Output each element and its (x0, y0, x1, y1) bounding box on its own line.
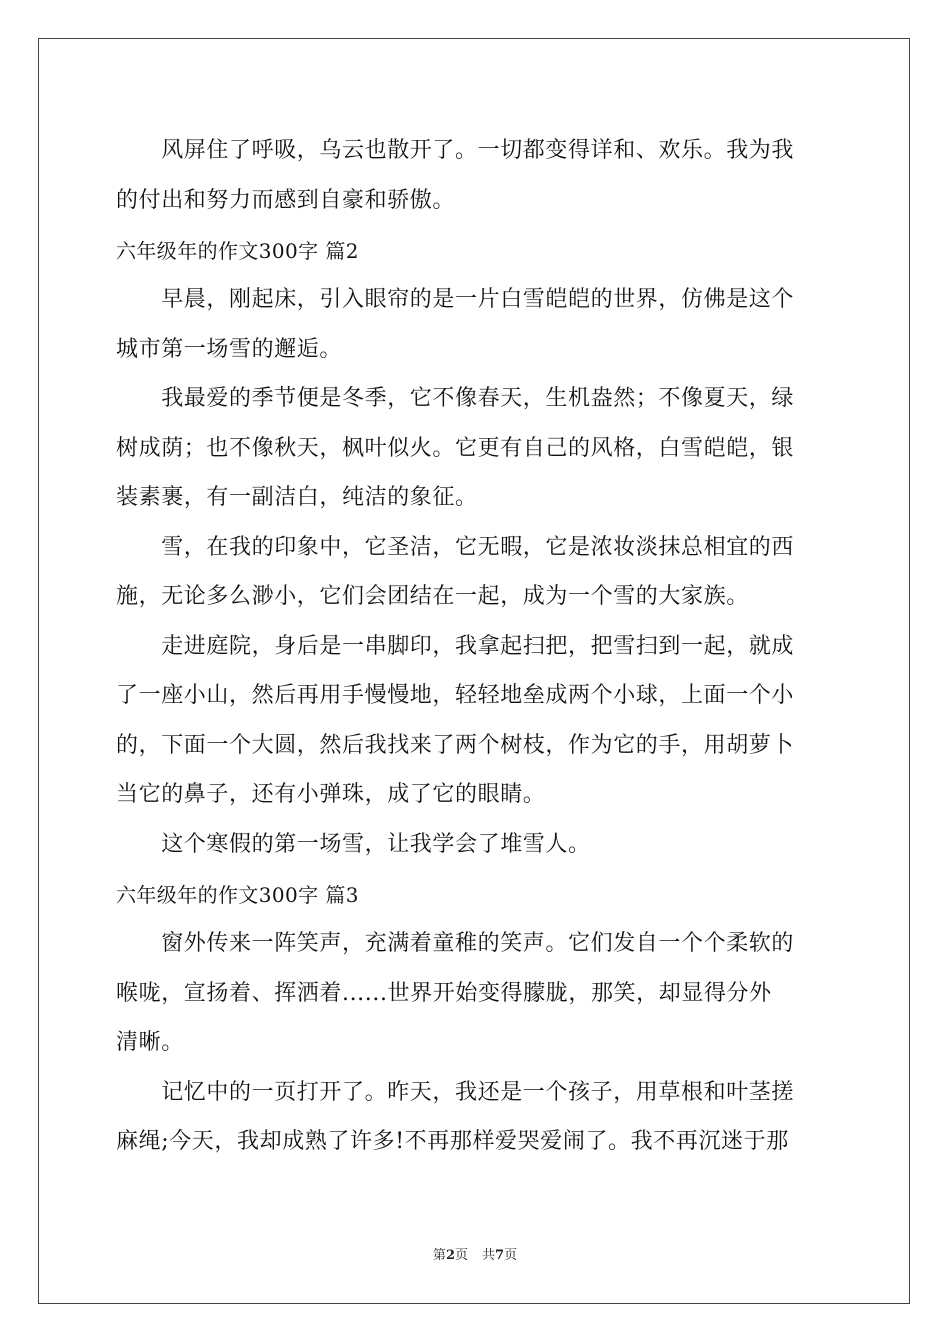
footer-page-prefix: 第 (432, 1248, 446, 1263)
footer-total-prefix: 共 (482, 1248, 496, 1263)
section-heading: 六年级年的作文300字 篇3 (116, 883, 359, 907)
page-border (38, 38, 910, 1304)
footer-total-pages: 7 (495, 1248, 505, 1263)
paragraph-line: 清晰。 (116, 1030, 184, 1055)
paragraph-line: 的付出和努力而感到自豪和骄傲。 (116, 188, 456, 213)
paragraph-line: 窗外传来一阵笑声，充满着童稚的笑声。它们发自一个个柔软的 (116, 931, 795, 956)
paragraph-line: 当它的鼻子，还有小弹珠，成了它的眼睛。 (116, 782, 546, 807)
footer-page-number: 2 (445, 1248, 455, 1263)
paragraph-line: 记忆中的一页打开了。昨天，我还是一个孩子，用草根和叶茎搓 (116, 1080, 795, 1105)
paragraph-line: 的，下面一个大圆，然后我找来了两个树枝，作为它的手，用胡萝卜 (116, 733, 795, 758)
paragraph-line: 城市第一场雪的邂逅。 (116, 337, 343, 362)
paragraph-line: 麻绳;今天，我却成熟了许多!不再那样爱哭爱闹了。我不再沉迷于那 (116, 1129, 789, 1154)
paragraph-line: 喉咙，宣扬着、挥洒着......世界开始变得朦胧，那笑，却显得分外 (116, 981, 772, 1006)
paragraph-line: 走进庭院，身后是一串脚印，我拿起扫把，把雪扫到一起，就成 (116, 634, 795, 659)
page-footer (0, 1247, 950, 1265)
paragraph-line: 这个寒假的第一场雪，让我学会了堆雪人。 (116, 832, 591, 857)
paragraph-line: 树成荫；也不像秋天，枫叶似火。它更有自己的风格，白雪皑皑，银 (116, 436, 795, 461)
paragraph-line: 施，无论多么渺小，它们会团结在一起，成为一个雪的大家族。 (116, 584, 749, 609)
footer-page-suffix: 页 (454, 1248, 468, 1263)
paragraph-line: 装素裹，有一副洁白，纯洁的象征。 (116, 485, 478, 510)
paragraph-line: 我最爱的季节便是冬季，它不像春天，生机盎然；不像夏天，绿 (116, 386, 795, 411)
footer-total-suffix: 页 (504, 1248, 518, 1263)
paragraph-line: 了一座小山，然后再用手慢慢地，轻轻地垒成两个小球，上面一个小 (116, 683, 795, 708)
paragraph-line: 雪，在我的印象中，它圣洁，它无暇，它是浓妆淡抹总相宜的西 (116, 535, 795, 560)
section-heading: 六年级年的作文300字 篇2 (116, 239, 359, 263)
paragraph-line: 风屏住了呼吸，乌云也散开了。一切都变得详和、欢乐。我为我 (116, 138, 795, 163)
paragraph-line: 早晨，刚起床，引入眼帘的是一片白雪皑皑的世界，仿佛是这个 (116, 287, 795, 312)
